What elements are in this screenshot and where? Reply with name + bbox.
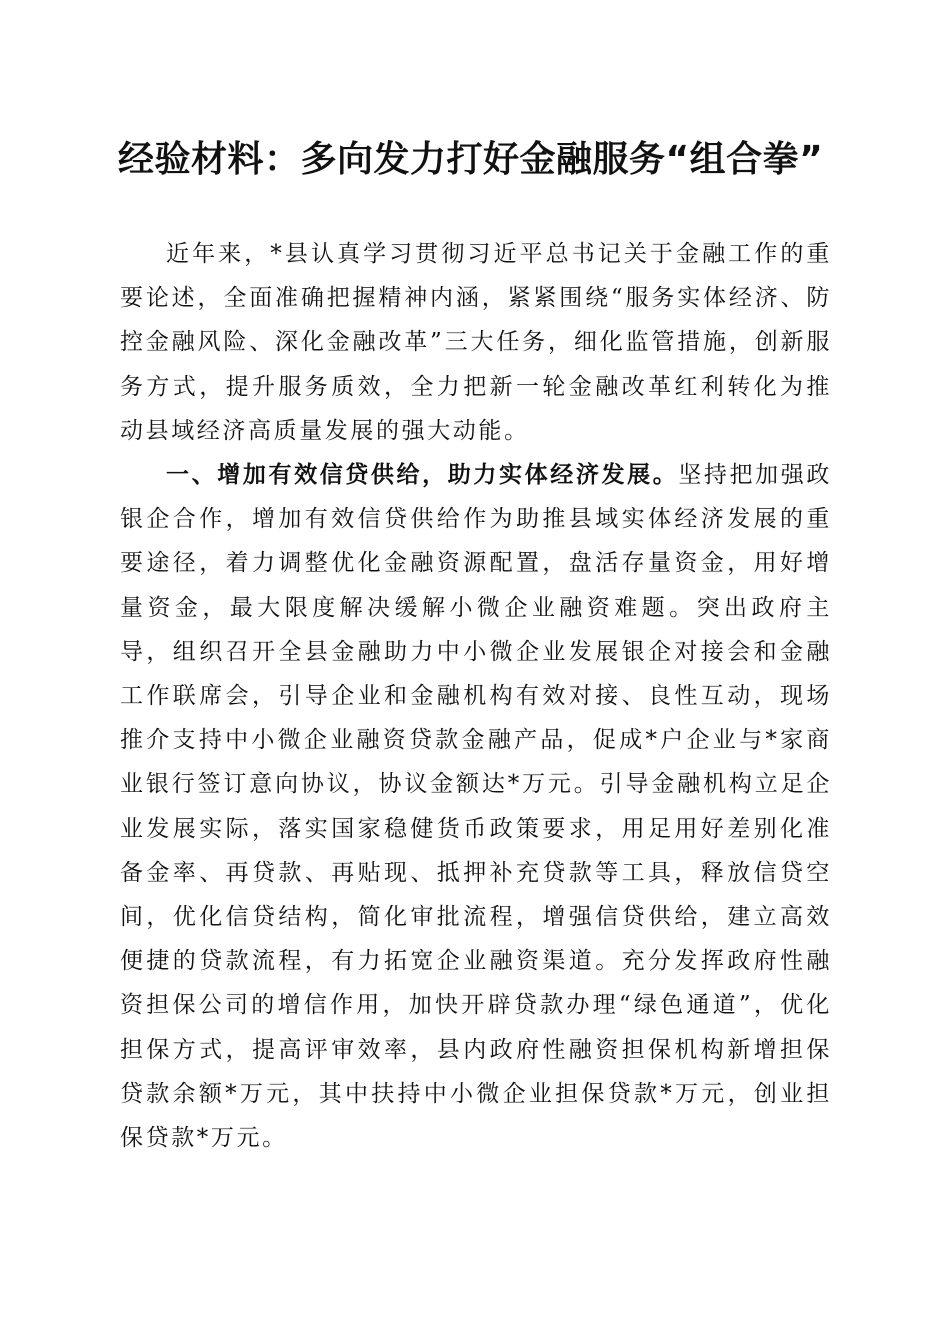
paragraph-text: 坚持把加强政银企合作，增加有效信贷供给作为助推县域实体经济发展的重要途径，着力调整优化金融资源配置，盘活存量资金，用好增量资金，最大限度解决缓解小微企业融资难题。突出政府主导，组织召开全县金融助力中小微企业发展银企对接会和金融工作联席会，引导企业和金融机构有效对接、良性互动，现场推介支持中小微企业融资贷款金融产品，促成*户企业与*家商业银行签订意向协议，协议金额达*万元。引导金融机构立足企业发展实际，落实国家稳健货币政策要求，用足用好差别化准备金率、再贷款、再贴现、抵押补充贷款等工具，释放信贷空间，优化信贷结构，简化审批流程，增强信贷供给，建立高效便捷的贷款流程，有力拓宽企业融资渠道。充分发挥政府性融资担保公司的增信作用，加快开辟贷款办理“绿色通道”，优化担保方式，提高评审效率，县内政府性融资担保机构新增担保贷款余额*万元，其中扶持中小微企业担保贷款*万元，创业担保贷款*万元。 (120, 462, 832, 1152)
paragraph-text: 近年来，*县认真学习贯彻习近平总书记关于金融工作的重要论述，全面准确把握精神内涵，紧紧围绕“服务实体经济、防控金融风险、深化金融改革”三大任务，细化监管措施，创新服务方式，提升服务质效，全力把新一轮金融改革红利转化为推动县域经济高质量发展的强大动能。 (120, 241, 832, 444)
section-heading: 一、增加有效信贷供给，助力实体经济发展。 (166, 462, 679, 489)
document-body (120, 232, 832, 1160)
section-paragraph (120, 453, 832, 1160)
document-title: 经验材料：多向发力打好金融服务“组合拳” (118, 139, 824, 180)
intro-paragraph (120, 232, 832, 453)
